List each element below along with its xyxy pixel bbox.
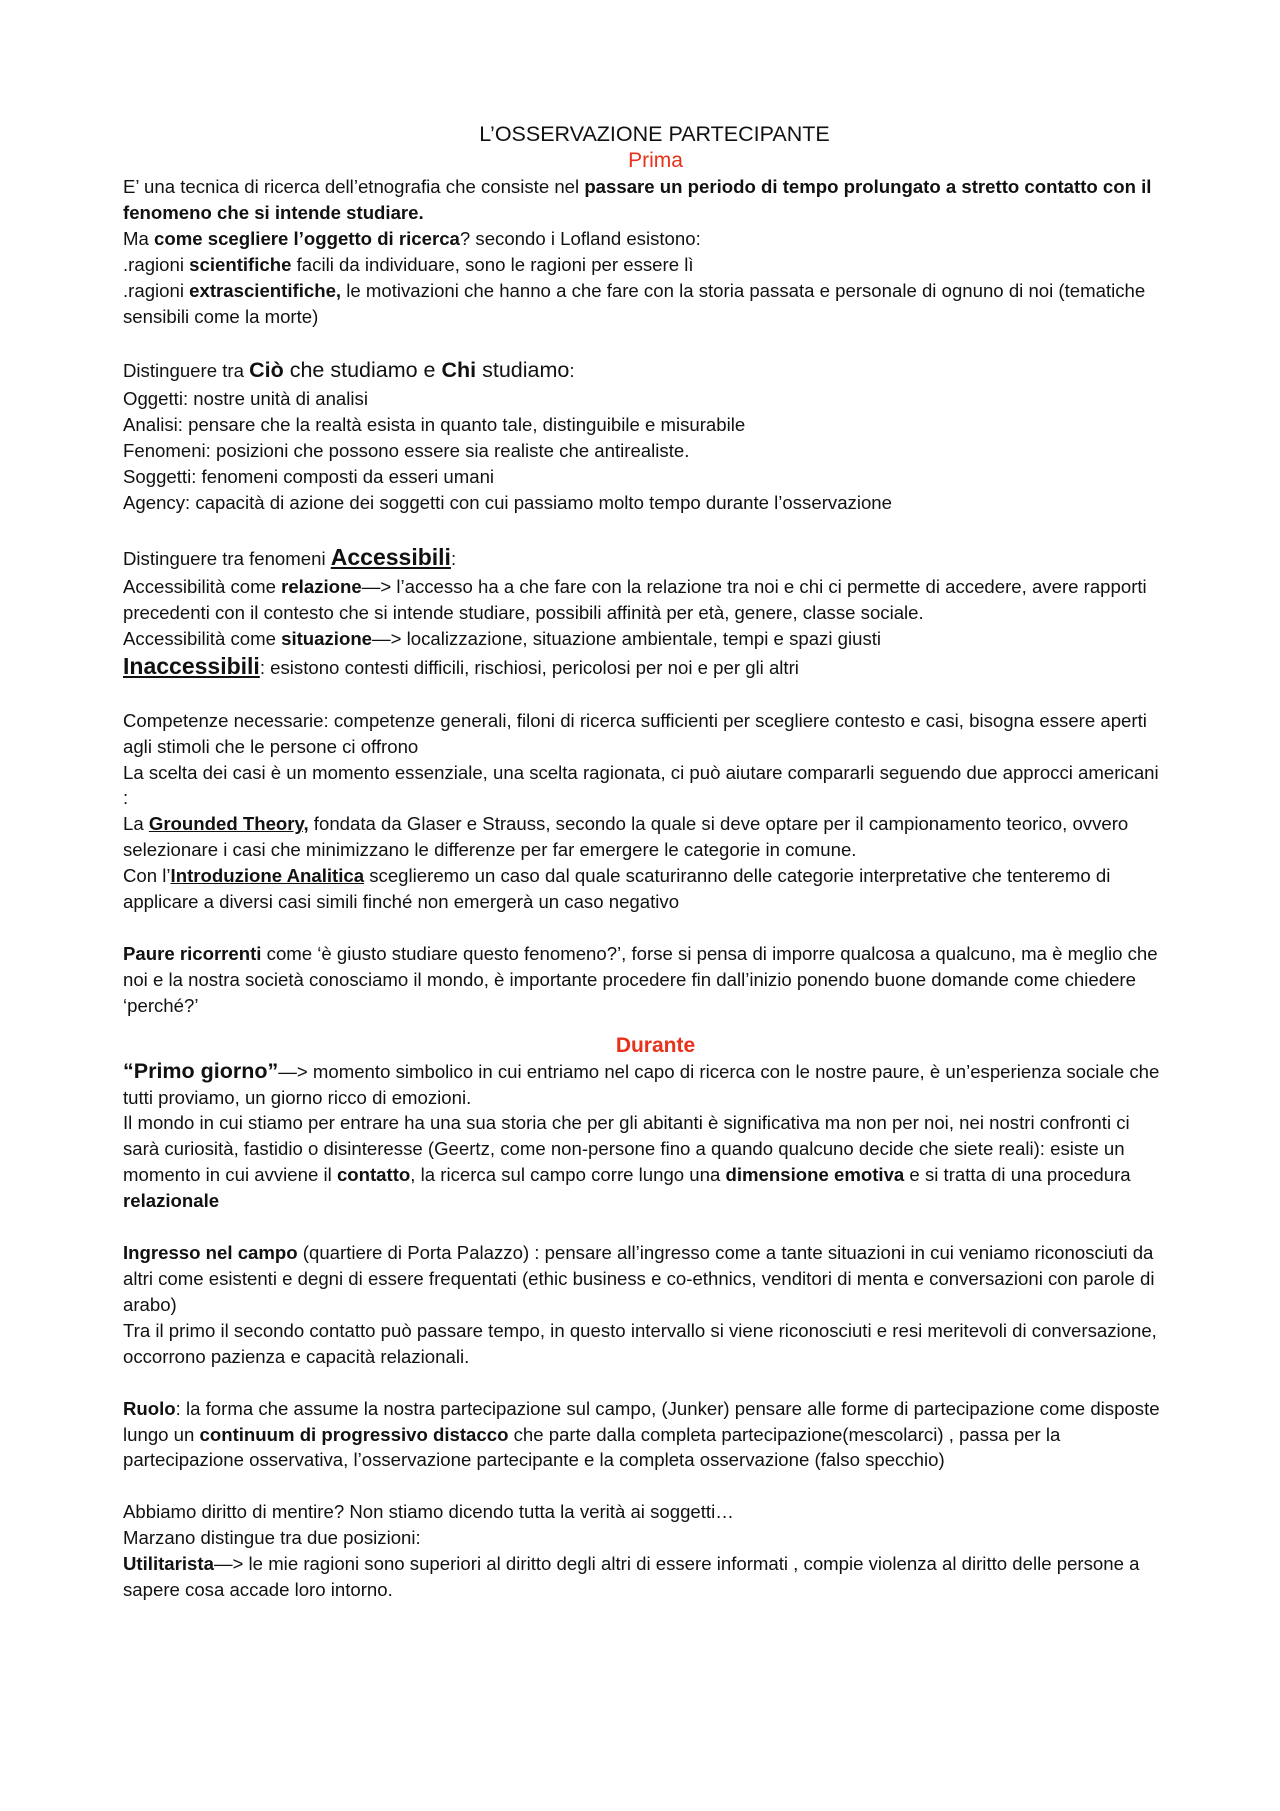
paragraph-lying: Abbiamo diritto di mentire? Non stiamo dicendo tutta la verità ai soggetti… (123, 1501, 734, 1523)
spacer (123, 329, 1162, 355)
paragraph-analytic-induction: Con l’Introduzione Analitica sceglieremo un caso dal quale scaturiranno delle categorie interpretative che tenteremo di applicare a diversi casi simili finché non emergerà un caso negativo (123, 865, 1111, 913)
paragraph-grounded-theory: La Grounded Theory, fondata da Glaser e Strauss, secondo la quale si deve optare per il campionamento teorico, ovvero selezionare i casi che minimizzano le differenze per far emergere le categorie in comune. (123, 813, 1129, 861)
line-oggetti: Oggetti: nostre unità di analisi (123, 388, 368, 410)
list-item-extrascientific: .ragioni extrascientifiche, le motivazioni che hanno a che fare con la storia passata e personale di ognuno di noi (tematiche sensibili come la morte) (123, 279, 1146, 327)
document-title: L’OSSERVAZIONE PARTECIPANTE (479, 122, 830, 146)
paragraph-first-day: “Primo giorno”—> momento simbolico in cui entriamo nel capo di ricerca con le nostre paure, è un’esperienza sociale che tutti proviamo, un giorno ricco di emozioni. (123, 1058, 1160, 1108)
list-item-scientific: .ragioni scientifiche facili da individuare, sono le ragioni per essere lì (123, 253, 694, 275)
paragraph-choice: Ma come scegliere l’oggetto di ricerca? secondo i Lofland esistono: (123, 227, 701, 249)
section-heading-prima: Prima (628, 149, 683, 172)
paragraph-contact-interval: Tra il primo il secondo contatto può passare tempo, in questo intervallo si viene riconosciuti e resi meritevoli di conversazione, occorrono pazienza e capacità relazionali. (123, 1319, 1157, 1367)
line-fenomeni: Fenomeni: posizioni che possono essere sia realiste che antirealiste. (123, 440, 690, 462)
line-agency: Agency: capacità di azione dei soggetti con cui passiamo molto tempo durante l’osservazione (123, 492, 892, 514)
spacer (123, 1214, 1162, 1240)
paragraph-utilitarian: Utilitarista—> le mie ragioni sono superiori al diritto degli altri di essere informati , compie violenza al diritto delle persone a sapere cosa accade loro intorno. (123, 1553, 1140, 1601)
spacer (123, 682, 1162, 708)
paragraph-situation: Accessibilità come situazione—> localizzazione, situazione ambientale, tempi e spazi giusti (123, 627, 882, 649)
spacer (123, 1473, 1162, 1499)
paragraph-role: Ruolo: la forma che assume la nostra partecipazione sul campo, (Junker) pensare alle forme di partecipazione come disposte lungo un continuum di progressivo distacco che parte dalla completa partecipazione(mescolarci) , passa per la partecipazione osservativa, l’osservazione partecipante e la completa osservazione (falso specchio) (123, 1397, 1160, 1471)
paragraph-accessible: Distinguere tra fenomeni Accessibili: (123, 543, 457, 570)
paragraph-competences: Competenze necessarie: competenze generali, filoni di ricerca sufficienti per scegliere contesto e casi, bisogna essere aperti agli stimoli che le persone ci offrono (123, 709, 1147, 757)
spacer (123, 1370, 1162, 1396)
line-analisi: Analisi: pensare che la realtà esista in quanto tale, distinguibile e misurabile (123, 414, 746, 436)
paragraph-fears: Paure ricorrenti come ‘è giusto studiare questo fenomeno?’, forse si pensa di imporre qualcosa a qualcuno, ma è meglio che noi e la nostra società conosciamo il mondo, è importante procedere fin dall’inizio ponendo buone domande come chiedere ‘perché?’ (123, 942, 1158, 1016)
paragraph-marzano: Marzano distingue tra due posizioni: (123, 1527, 421, 1549)
paragraph-definition: E’ una tecnica di ricerca dell’etnografia che consiste nel passare un periodo di tempo prolungato a stretto contatto con il fenomeno che si intende studiare. (123, 176, 1152, 223)
section-heading-durante: Durante (615, 1033, 696, 1057)
paragraph-case-choice: La scelta dei casi è un momento essenziale, una scelta ragionata, ci può aiutare compararli seguendo due approcci americani : (123, 761, 1159, 809)
paragraph-relation: Accessibilità come relazione—> l’accesso ha a che fare con la relazione tra noi e chi ci permette di accedere, avere rapporti precedenti con il contesto che si intende studiare, possibili affinità per età, genere, classe sociale. (123, 575, 1147, 623)
paragraph-inaccessible: Inaccessibili: esistono contesti difficili, rischiosi, pericolosi per noi e per gli altri (123, 652, 799, 679)
paragraph-field-entry: Ingresso nel campo (quartiere di Porta Palazzo) : pensare all’ingresso come a tante situazioni in cui veniamo riconosciuti da altri come esistenti e degni di essere frequentati (ethic business e co-ethnics, venditori di menta e conversazioni con parole di arabo) (123, 1242, 1155, 1315)
spacer (123, 915, 1162, 941)
spacer (123, 516, 1162, 542)
line-soggetti: Soggetti: fenomeni composti da esseri umani (123, 466, 495, 488)
paragraph-distinguish: Distinguere tra Ciò che studiamo e Chi studiamo: (123, 358, 575, 383)
paragraph-world: Il mondo in cui stiamo per entrare ha una sua storia che per gli abitanti è significativa ma non per noi, nei nostri confronti ci sarà curiosità, fastidio o disinteresse (Geertz, come non-persone fino a quando qualcuno decide che siete reali): esiste un momento in cui avviene il contatto, la ricerca sul campo corre lungo una dimensione emotiva e si tratta di una procedura relazionale (123, 1112, 1131, 1212)
